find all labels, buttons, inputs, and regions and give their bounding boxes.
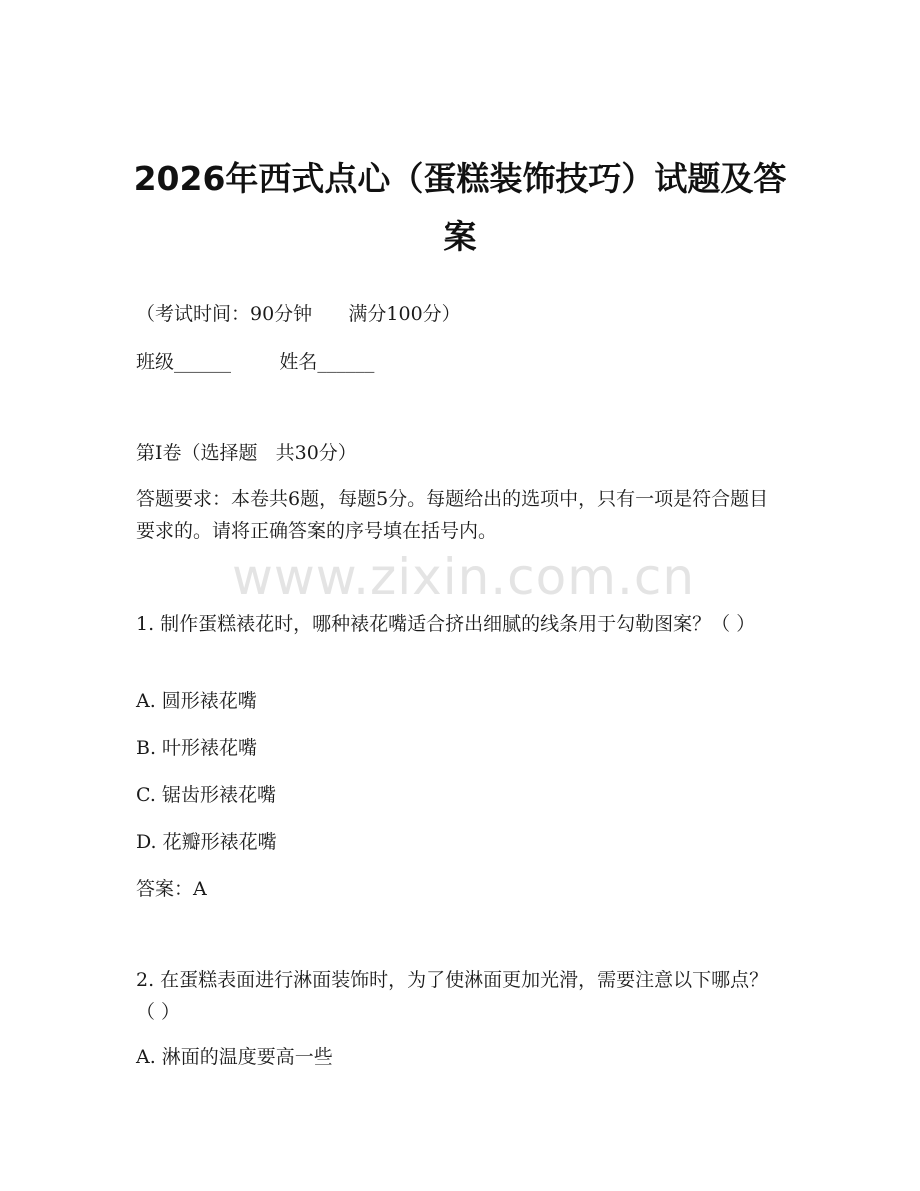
section-title: 第Ⅰ卷（选择题 共30分）: [136, 442, 357, 464]
instructions: 答题要求：本卷共6题，每题5分。每题给出的选项中，只有一项是符合题目要求的。请将正确答案的序号填在括号内。: [136, 488, 769, 542]
question-1-option-b: B. 叶形裱花嘴: [136, 737, 258, 759]
question-1-text: 1. 制作蛋糕裱花时，哪种裱花嘴适合挤出细腻的线条用于勾勒图案？（ ）: [136, 613, 756, 635]
question-2-option-a: A. 淋面的温度要高一些: [136, 1046, 333, 1068]
question-1-option-a: A. 圆形裱花嘴: [136, 690, 257, 712]
question-1-option-d: D. 花瓣形裱花嘴: [136, 831, 277, 853]
document-title: 2026年西式点心（蛋糕装饰技巧）试题及答案: [133, 159, 787, 256]
question-1-option-c: C. 锯齿形裱花嘴: [136, 784, 276, 806]
watermark: www.zixin.com.cn: [232, 548, 696, 606]
exam-info: （考试时间：90分钟 满分100分）: [136, 303, 461, 325]
question-2-text: 2. 在蛋糕表面进行淋面装饰时，为了使淋面更加光滑，需要注意以下哪点？（ ）: [136, 969, 769, 1023]
question-1-answer: 答案：A: [136, 878, 207, 900]
class-name-line: 班级______ 姓名______: [136, 351, 375, 373]
